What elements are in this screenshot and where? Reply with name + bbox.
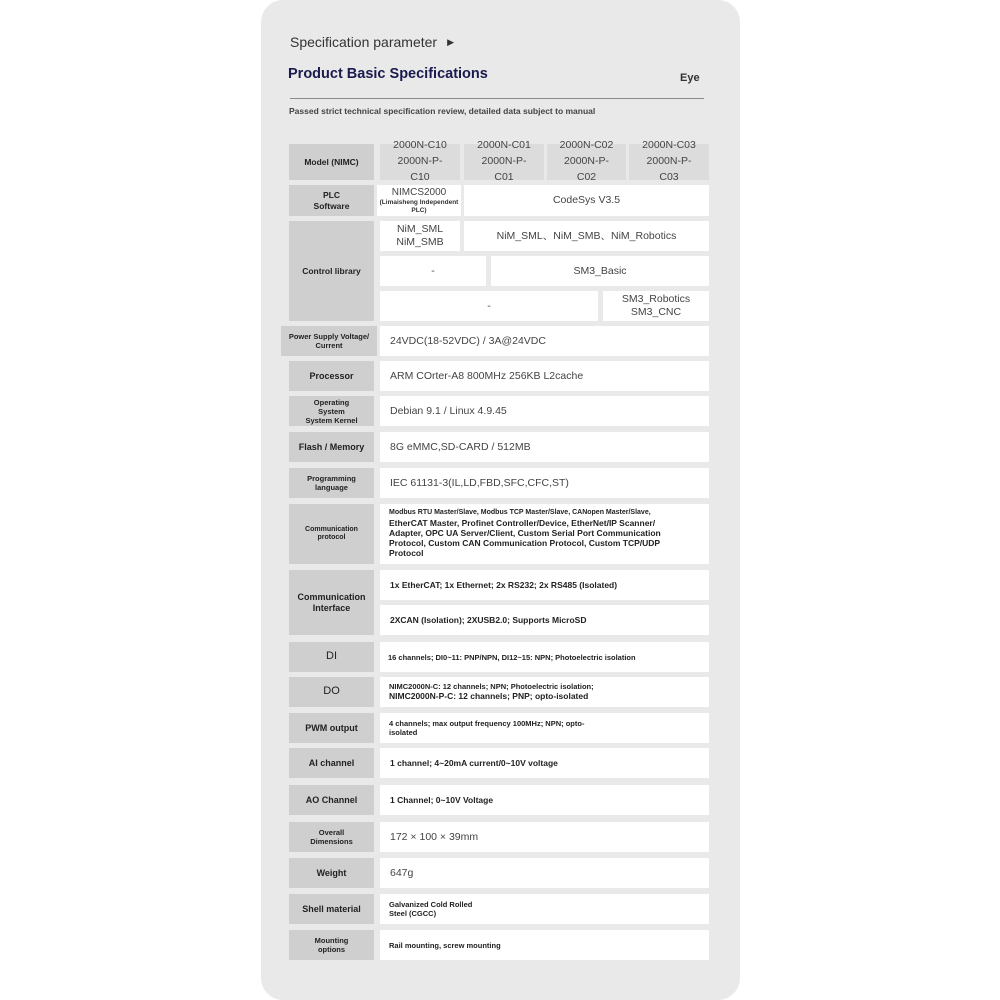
shell-line2: Steel (CGCC): [389, 909, 437, 918]
language-label-line2: language: [315, 483, 348, 492]
mounting-label: [289, 930, 374, 960]
protocol-value: [380, 504, 709, 564]
processor-value: ARM COrter-A8 800MHz 256KB L2cache: [380, 361, 709, 391]
model-cell-3: [547, 139, 626, 183]
language-label-line1: Programming: [307, 474, 356, 483]
play-arrow-icon: ▶: [447, 36, 454, 47]
dimensions-label-line1: Overall: [318, 828, 345, 837]
dimensions-value: 172 × 100 × 39mm: [380, 822, 709, 852]
page-title: Product Basic Specifications: [288, 66, 488, 82]
control-r3-b-line2: SM3_CNC: [630, 306, 682, 318]
control-r1-a-line2: NiM_SMB: [396, 236, 444, 248]
control-r1-b: NiM_SML、NiM_SMB、NiM_Robotics: [464, 221, 709, 251]
control-r2-a: -: [380, 256, 486, 286]
power-label: [281, 326, 377, 356]
control-r3-b-line1: SM3_Robotics: [621, 293, 691, 306]
shell-value: [380, 894, 709, 924]
plc-cell-codesys: CodeSys V3.5: [464, 185, 709, 216]
di-label: DI: [289, 642, 374, 672]
ai-label: AI channel: [289, 748, 374, 778]
interface-label: [289, 570, 374, 635]
protocol-label: [289, 504, 374, 564]
os-label: [289, 396, 374, 426]
dimensions-label: [289, 822, 374, 852]
do-value: [380, 677, 709, 707]
ao-value: 1 Channel; 0~10V Voltage: [380, 785, 709, 815]
protocol-line1: Modbus RTU Master/Slave, Modbus TCP Master/Slave, CANopen Master/Slave,: [389, 509, 651, 517]
control-r1-a-line1: NiM_SML: [396, 223, 444, 236]
model-1-line1: 2000N-C10: [393, 139, 447, 152]
page-subtitle: Passed strict technical specification review, detailed data subject to manual: [289, 106, 596, 116]
section-label: [290, 34, 454, 50]
control-library-label: Control library: [289, 221, 374, 321]
interface-value-1: 1x EtherCAT; 1x Ethernet; 2x RS232; 2x RS485 (Isolated): [380, 570, 709, 600]
protocol-label-line1: Communication: [305, 525, 358, 533]
plc-label-line1: PLC: [323, 190, 340, 201]
protocol-line2: EtherCAT Master, Profinet Controller/Device, EtherNet/IP Scanner/: [389, 517, 656, 528]
power-value: 24VDC(18-52VDC) / 3A@24VDC: [380, 326, 709, 356]
pwm-label: PWM output: [289, 713, 374, 743]
model-4-line2: 2000N-P-C03: [646, 155, 692, 183]
shell-label: Shell material: [289, 894, 374, 924]
model-4-line1: 2000N-C03: [642, 139, 696, 152]
shell-line1: Galvanized Cold Rolled: [389, 900, 473, 909]
di-value: 16 channels; DI0~11: PNP/NPN, DI12~15: NPN; Photoelectric isolation: [380, 642, 709, 672]
model-label: Model (NIMC): [289, 144, 374, 180]
control-r3-b: [603, 291, 709, 321]
model-2-line2: 2000N-P-C01: [481, 155, 527, 183]
model-cell-4: [629, 139, 709, 183]
section-label-text: Specification parameter: [290, 34, 438, 50]
model-3-line1: 2000N-C02: [559, 139, 614, 152]
model-3-line2: 2000N-P-C02: [564, 155, 609, 183]
pwm-line1: 4 channels; max output frequency 100MHz; NPN; opto-: [389, 719, 585, 728]
os-value: Debian 9.1 / Linux 4.9.45: [380, 396, 709, 426]
power-label-line2: Current: [315, 341, 343, 350]
do-label: DO: [289, 677, 374, 707]
pwm-line2: isolated: [389, 728, 418, 737]
os-label-line2: System: [318, 406, 345, 416]
mounting-label-line1: Mounting: [314, 936, 349, 945]
protocol-label-line2: protocol: [317, 534, 346, 541]
mounting-label-line2: options: [317, 945, 346, 954]
control-r3-a: -: [380, 291, 598, 321]
protocol-line4: Protocol, Custom CAN Communication Protocol, Custom TCP/UDP: [389, 538, 661, 549]
weight-value: 647g: [380, 858, 709, 888]
processor-label: Processor: [289, 361, 374, 391]
flash-label: Flash / Memory: [289, 432, 374, 462]
eye-label: Eye: [680, 72, 700, 84]
power-label-line1: Power Supply Voltage/: [288, 332, 370, 341]
protocol-line3: Adapter, OPC UA Server/Client, Custom Serial Port Communication: [389, 528, 661, 538]
plc-nimcs-name: NIMCS2000: [391, 186, 447, 198]
protocol-line5: Protocol: [389, 548, 424, 559]
interface-label-line2: Interface: [312, 602, 351, 613]
flash-value: 8G eMMC,SD-CARD / 512MB: [380, 432, 709, 462]
plc-label: [289, 185, 374, 216]
interface-label-line1: Communication: [297, 591, 366, 602]
language-label: [289, 468, 374, 498]
model-cell-1: [380, 139, 460, 183]
model-2-line1: 2000N-C01: [477, 139, 531, 152]
plc-nimcs-note: (Limaisheng Independent PLC): [379, 198, 459, 214]
ao-label: AO Channel: [289, 785, 374, 815]
mounting-value: Rail mounting, screw mounting: [380, 930, 709, 960]
interface-value-2: 2XCAN (Isolation); 2XUSB2.0; Supports MicroSD: [380, 605, 709, 635]
pwm-value: [380, 713, 709, 743]
model-1-line2: 2000N-P-C10: [397, 155, 443, 183]
dimensions-label-line2: Dimensions: [310, 837, 353, 846]
do-line1: NIMC2000N-C: 12 channels; NPN; Photoelectric isolation;: [389, 682, 594, 692]
control-r2-b: SM3_Basic: [491, 256, 709, 286]
control-r1-a: [380, 221, 460, 251]
plc-label-line2: Software: [313, 200, 350, 211]
os-label-line1: Operating: [313, 397, 350, 407]
model-cell-2: [464, 139, 544, 183]
weight-label: Weight: [289, 858, 374, 888]
ai-value: 1 channel; 4~20mA current/0~10V voltage: [380, 748, 709, 778]
plc-cell-nimcs: [377, 185, 461, 216]
language-value: IEC 61131-3(IL,LD,FBD,SFC,CFC,ST): [380, 468, 709, 498]
do-line2: NIMC2000N-P-C: 12 channels; PNP; opto-isolated: [389, 691, 589, 702]
title-divider: [290, 98, 704, 99]
os-label-line3: System Kernel: [305, 415, 358, 425]
